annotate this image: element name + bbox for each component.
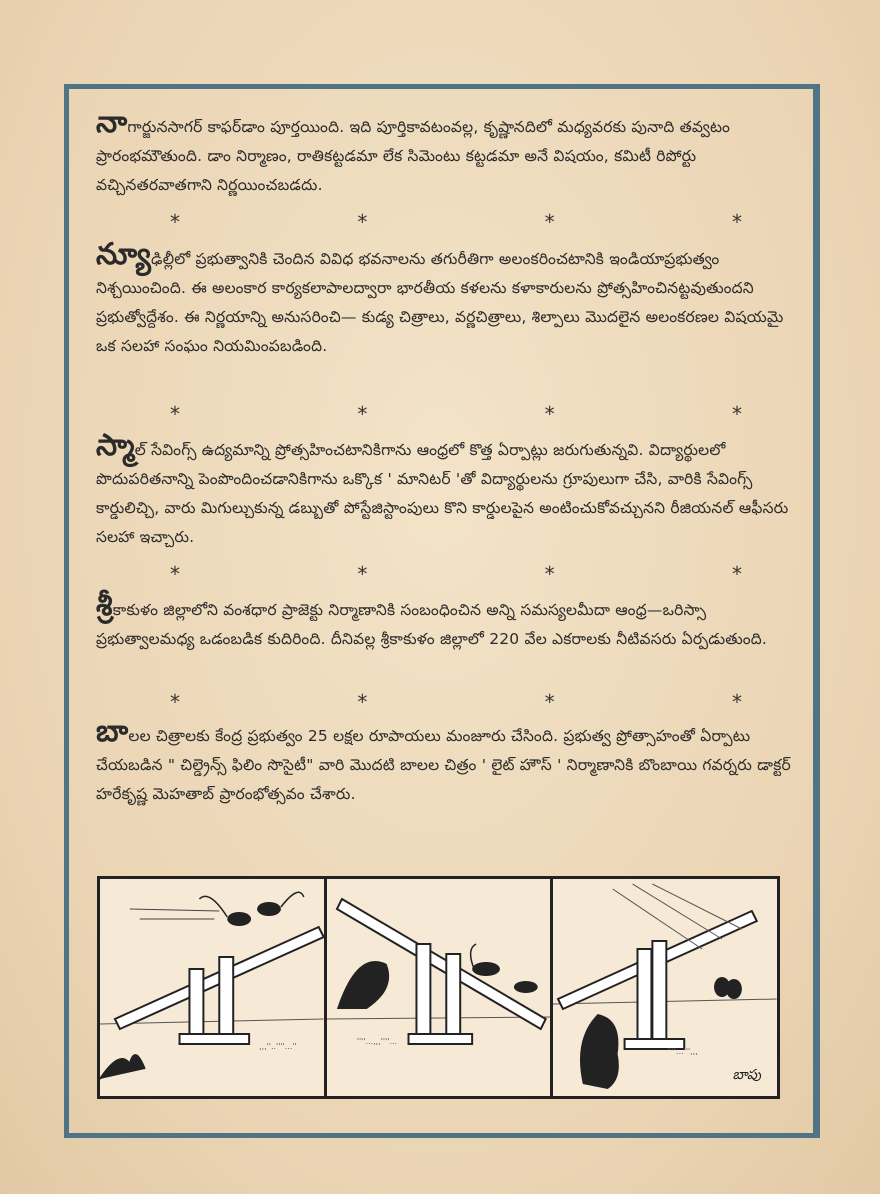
star: *	[731, 690, 742, 714]
news-item-new-delhi	[96, 237, 808, 361]
svg-text:''''...''',,,: ''''...''',,,	[667, 1046, 699, 1057]
cartoon-panel-1	[100, 879, 327, 1096]
news-text: ల్ సేవింగ్స్ ఉద్యమాన్ని ప్రోత్సహించటానికిగాను ఆంధ్రలో కొత్త ఏర్పాట్లు జరుగుతున్నవి. విద్యార్థులలో పొదుపరితనాన్ని పెంపొందించడానికిగాను ఒక్కొక ' మానిటర్ 'తో విద్యార్థులను గ్రూపులుగా చేసి, వారికి సేవింగ్స్ కార్డులిచ్చి, వారు మిగుల్చుకున్న డబ్బుతో పోస్టేజిస్టాంపులు కొని కార్డులపైన అంటించుకోవచ్చునని రీజియనల్ ఆఫీసరు సలహా ఇచ్చారు.	[96, 441, 789, 546]
star: *	[170, 562, 180, 586]
news-text: కాకుళం జిల్లాలోని వంశధార ప్రాజెక్టు నిర్మాణానికి సంబంధించిన అన్ని సమస్యలమీదా ఆంధ్ర—ఒరిస్సా ప్రభుత్వాలమధ్య ఒడంబడిక కుదిరింది. దీనివల్ల శ్రీకాకుళం జిల్లాలో 220 వేల ఎకరాలకు నీటివసరు ఏర్పడుతుంది.	[96, 601, 768, 648]
separator-stars	[96, 402, 808, 426]
star: *	[544, 690, 555, 714]
star: *	[357, 690, 368, 714]
separator-stars	[96, 690, 808, 714]
news-item-childrens-films	[96, 714, 808, 809]
separator-stars	[96, 562, 808, 586]
cartoon-strip	[97, 876, 780, 1099]
star: *	[544, 562, 555, 586]
svg-text:,,,''..''''...'': ,,,''..''''...''	[259, 1041, 297, 1052]
star: *	[357, 210, 368, 234]
star: *	[731, 562, 742, 586]
drop-cap: నా	[96, 105, 128, 140]
seesaw-illustration	[553, 879, 777, 1096]
star: *	[357, 402, 368, 426]
artist-signature: బాపు	[732, 1067, 762, 1083]
news-item-nagarjunasagar	[96, 105, 808, 200]
drop-cap: బా	[96, 714, 129, 749]
drop-cap: న్యూ	[96, 237, 152, 272]
star: *	[731, 402, 742, 426]
separator-stars	[96, 210, 808, 234]
star: *	[170, 402, 180, 426]
star: *	[170, 690, 180, 714]
star: *	[544, 402, 555, 426]
svg-text:''''...,,,''''...: ''''...,,,''''...	[356, 1036, 397, 1047]
star: *	[544, 210, 555, 234]
seesaw-illustration	[100, 879, 324, 1096]
news-text: లల చిత్రాలకు కేంద్ర ప్రభుత్వం 25 లక్షల రూపాయలు మంజూరు చేసింది. ప్రభుత్వ ప్రోత్సాహంతో ఏర్పాటు చేయబడిన " చిల్డ్రెన్స్ ఫిలిం సొసైటీ" వారి మొదటి బాలల చిత్రం ' లైట్ హౌస్ ' నిర్మాణానికి బొంబాయి గవర్నరు డాక్టర్ హరేకృష్ణ మెహతాబ్ ప్రారంభోత్సవం చేశారు.	[96, 727, 791, 803]
news-item-small-savings	[96, 428, 808, 552]
drop-cap: శ్రీ	[96, 588, 113, 623]
cartoon-panel-2	[327, 879, 554, 1096]
cartoon-panel-3	[553, 879, 777, 1096]
seesaw-illustration	[327, 879, 551, 1096]
news-text: గార్జునసాగర్ కాఫర్‌డాం పూర్తయింది. ఇది పూర్తికావటంవల్ల, కృష్ణానదిలో మధ్యవరకు పునాది తవ్వటం ప్రారంభమౌతుంది. డాం నిర్మాణం, రాతికట్టడమా లేక సిమెంటు కట్టడమా అనే విషయం, కమిటీ రిపోర్టు వచ్చినతరవాతగాని నిర్ణయించబడదు.	[96, 118, 731, 194]
drop-cap: స్మా	[96, 428, 135, 463]
star: *	[170, 210, 180, 234]
star: *	[731, 210, 742, 234]
news-text: ఢిల్లీలో ప్రభుత్వానికి చెందిన వివిధ భవనాలను తగురీతిగా అలంకరించటానికి ఇండియాప్రభుత్వం నిశ్చయించింది. ఈ అలంకార కార్యకలాపాలద్వారా భారతీయ కళలను కళాకారులను ప్రోత్సహించినట్టవుతుందని ప్రభుత్వోద్దేశం. ఈ నిర్ణయాన్ని అనుసరించి— కుడ్య చిత్రాలు, వర్ణచిత్రాలు, శిల్పాలు మొదలైన అలంకరణల విషయమై ఒక సలహా సంఘం నియమింపబడింది.	[96, 250, 784, 355]
news-item-srikakulam	[96, 588, 808, 654]
star: *	[357, 562, 368, 586]
